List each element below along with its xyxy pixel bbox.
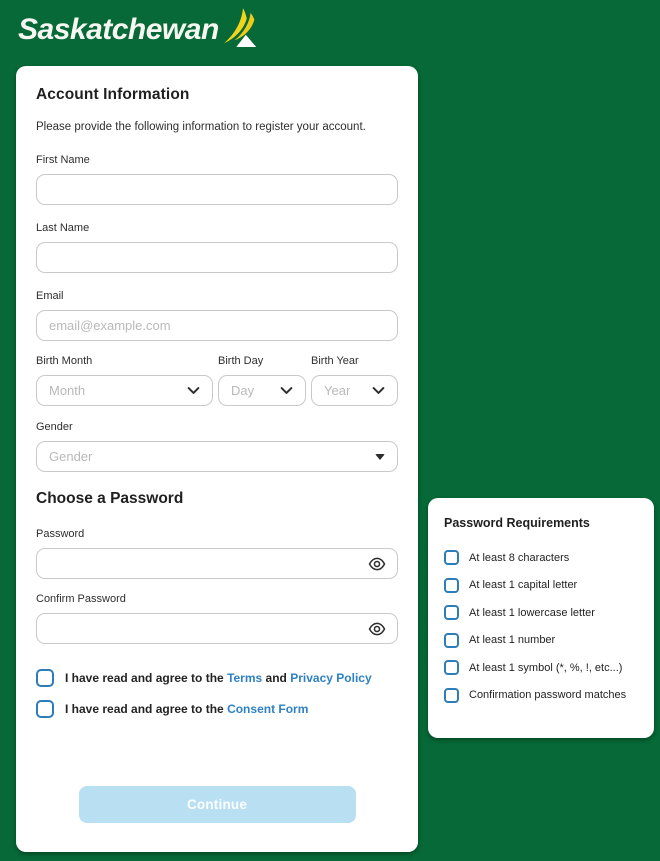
terms-agreement-text [65, 671, 372, 685]
form-intro-text: Please provide the following information to register your account. [36, 121, 366, 133]
last-name-label: Last Name [36, 222, 90, 234]
terms-agreement-checkbox[interactable] [36, 669, 54, 687]
requirement-checkbox-symbol [444, 660, 459, 675]
consent-form-link[interactable]: Consent Form [227, 702, 309, 716]
requirement-row-number [444, 633, 638, 648]
birth-day-select[interactable] [218, 375, 306, 406]
email-input[interactable] [36, 310, 398, 341]
requirement-row-min-length [444, 550, 638, 565]
wheat-sheaf-icon [223, 8, 261, 50]
requirement-label: At least 1 symbol (*, %, !, etc...) [469, 661, 623, 674]
requirement-label: Confirmation password matches [469, 689, 627, 701]
privacy-policy-link[interactable]: Privacy Policy [290, 671, 372, 685]
requirement-checkbox-capital [444, 578, 459, 593]
saskatchewan-header [18, 6, 261, 54]
birth-day-label: Birth Day [218, 355, 264, 367]
first-name-input[interactable] [36, 174, 398, 205]
password-visibility-toggle[interactable] [366, 553, 388, 575]
birth-date-row [36, 355, 398, 406]
gender-label: Gender [36, 421, 73, 433]
eye-icon [368, 620, 386, 638]
last-name-input[interactable] [36, 242, 398, 273]
birth-month-placeholder: Month [49, 383, 86, 398]
consent-agreement-row [36, 700, 398, 718]
consent-agreement-checkbox[interactable] [36, 700, 54, 718]
requirement-checkbox-number [444, 633, 459, 648]
requirement-checkbox-confirmation-match [444, 688, 459, 703]
terms-agreement-prefix: I have read and agree to the [65, 671, 224, 685]
requirement-label: At least 1 capital letter [469, 579, 578, 591]
birth-day-placeholder: Day [231, 383, 255, 398]
chevron-down-icon [372, 384, 385, 397]
requirement-checkbox-min-length [444, 550, 459, 565]
account-information-card [16, 66, 418, 852]
continue-button[interactable]: Continue [79, 786, 356, 823]
consent-agreement-text [65, 702, 308, 716]
requirement-row-confirmation-match [444, 688, 638, 703]
gender-select[interactable] [36, 441, 398, 472]
password-requirements-title: Password Requirements [444, 516, 590, 530]
eye-icon [368, 555, 386, 573]
requirement-label: At least 1 lowercase letter [469, 606, 595, 619]
birth-month-label: Birth Month [36, 355, 93, 367]
requirement-label: At least 8 characters [469, 551, 570, 564]
choose-password-title: Choose a Password [36, 490, 184, 507]
gender-placeholder: Gender [49, 449, 93, 464]
requirement-label: At least 1 number [469, 634, 556, 646]
email-label: Email [36, 290, 64, 302]
confirm-password-visibility-toggle[interactable] [366, 618, 388, 640]
requirement-row-lowercase [444, 605, 638, 620]
account-information-title: Account Information [36, 86, 190, 103]
password-input[interactable] [36, 548, 398, 579]
first-name-label: First Name [36, 154, 90, 166]
confirm-password-label: Confirm Password [36, 593, 126, 605]
password-label: Password [36, 528, 85, 540]
saskatchewan-logo-text: Saskatchewan [18, 13, 219, 46]
terms-link[interactable]: Terms [227, 671, 263, 685]
chevron-down-icon [187, 384, 200, 397]
password-requirements-card [428, 498, 654, 738]
consent-agreement-prefix: I have read and agree to the [65, 702, 224, 716]
requirement-row-capital [444, 578, 638, 593]
chevron-down-icon [280, 384, 293, 397]
birth-year-label: Birth Year [311, 355, 359, 367]
terms-agreement-row [36, 669, 398, 687]
requirement-row-symbol [444, 660, 638, 675]
requirement-checkbox-lowercase [444, 605, 459, 620]
terms-agreement-joiner: and [265, 671, 287, 685]
birth-year-placeholder: Year [324, 383, 351, 398]
confirm-password-input[interactable] [36, 613, 398, 644]
birth-month-select[interactable] [36, 375, 213, 406]
birth-year-select[interactable] [311, 375, 398, 406]
password-requirements-list [444, 550, 638, 703]
caret-down-icon [375, 454, 385, 460]
